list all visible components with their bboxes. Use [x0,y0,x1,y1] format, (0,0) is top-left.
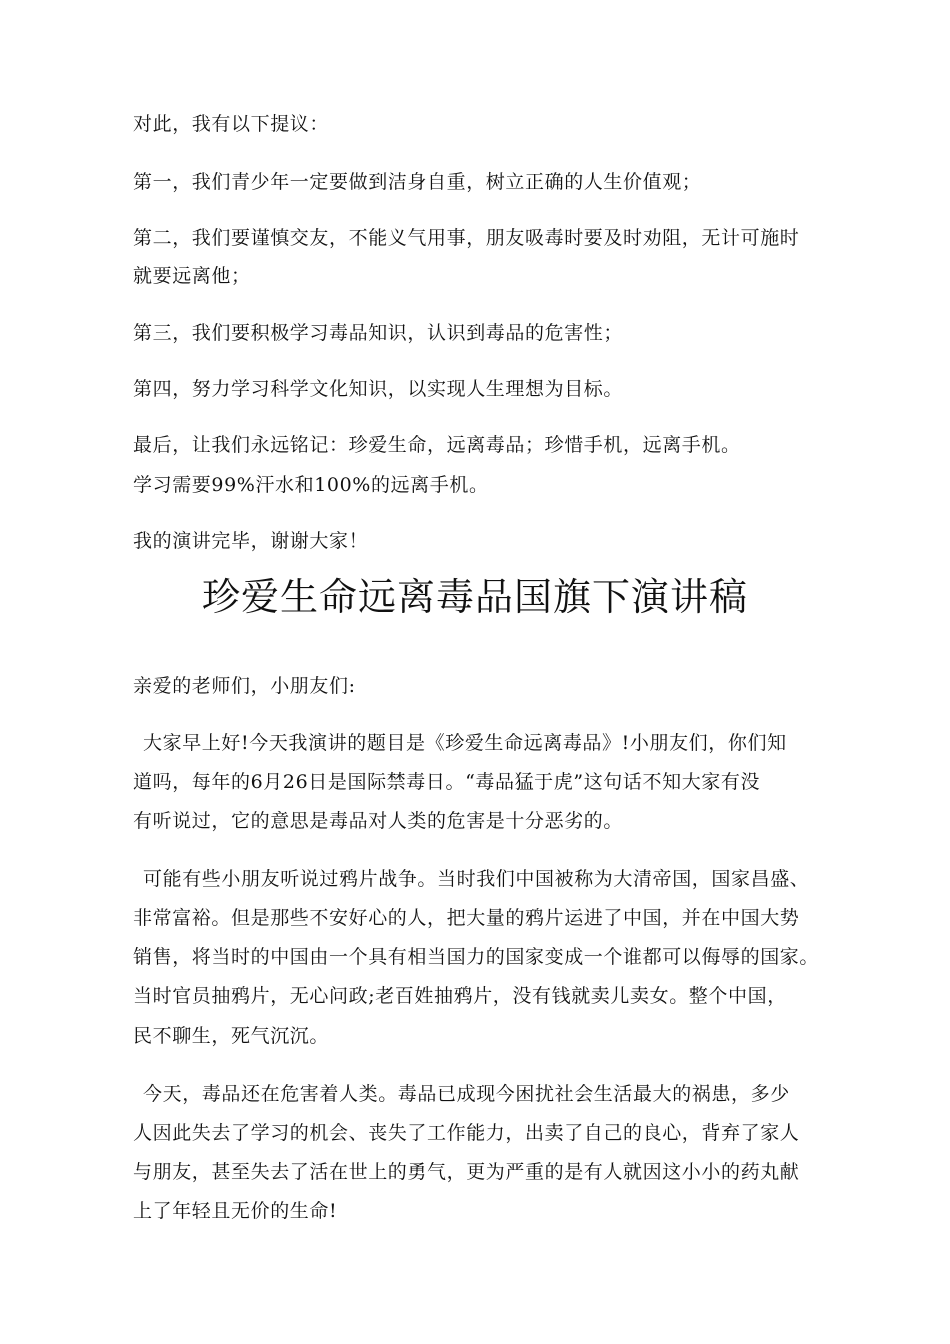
speech-title: 珍爱生命远离毒品国旗下演讲稿 [201,575,748,619]
paragraph-1-line-1: 大家早上好!今天我演讲的题目是《珍爱生命远离毒品》!小朋友们，你们知 [143,732,787,754]
paragraph-2-line-2: 非常富裕。但是那些不安好心的人，把大量的鸦片运进了中国，并在中国大势 [133,907,800,929]
closing-thanks: 我的演讲完毕，谢谢大家！ [133,530,369,552]
closing-motto: 最后，让我们永远铭记：珍爱生命，远离毒品；珍惜手机，远离手机。 [133,434,741,456]
paragraph-2-line-4: 当时官员抽鸦片，无心问政;老百姓抽鸦片，没有钱就卖儿卖女。整个中国， [133,985,787,1007]
paragraph-3-line-2: 人因此失去了学习的机会、丧失了工作能力，出卖了自己的良心，背弃了家人 [133,1122,800,1144]
proposal-item-1: 第一，我们青少年一定要做到洁身自重，树立正确的人生价值观； [133,171,702,193]
proposal-item-2-line-2: 就要远离他； [133,265,251,287]
paragraph-3-line-4: 上了年轻且无价的生命! [133,1200,338,1222]
paragraph-2-line-5: 民不聊生，死气沉沉。 [133,1025,330,1047]
closing-study-note: 学习需要99%汗水和100%的远离手机。 [133,474,489,496]
paragraph-3-line-1: 今天，毒品还在危害着人类。毒品已成现今困扰社会生活最大的祸患，多少 [143,1083,790,1105]
speech-greeting: 亲爱的老师们，小朋友们: [133,675,356,697]
paragraph-1-line-3: 有听说过，它的意思是毒品对人类的危害是十分恶劣的。 [133,810,624,832]
paragraph-1-line-2: 道吗，每年的6月26日是国际禁毒日。“毒品猛于虎”这句话不知大家有没 [133,771,761,793]
proposal-item-3: 第三，我们要积极学习毒品知识，认识到毒品的危害性； [133,322,624,344]
proposal-intro: 对此，我有以下提议： [133,113,330,135]
proposal-item-2-line-1: 第二，我们要谨慎交友，不能义气用事，朋友吸毒时要及时劝阻，无计可施时 [133,227,800,249]
paragraph-3-line-3: 与朋友，甚至失去了活在世上的勇气，更为严重的是有人就因这小小的药丸献 [133,1161,800,1183]
paragraph-2-line-3: 销售，将当时的中国由一个具有相当国力的国家变成一个谁都可以侮辱的国家。 [133,946,820,968]
proposal-item-4: 第四，努力学习科学文化知识，以实现人生理想为目标。 [133,378,624,400]
paragraph-2-line-1: 可能有些小朋友听说过鸦片战争。当时我们中国被称为大清帝国，国家昌盛、 [143,868,810,890]
